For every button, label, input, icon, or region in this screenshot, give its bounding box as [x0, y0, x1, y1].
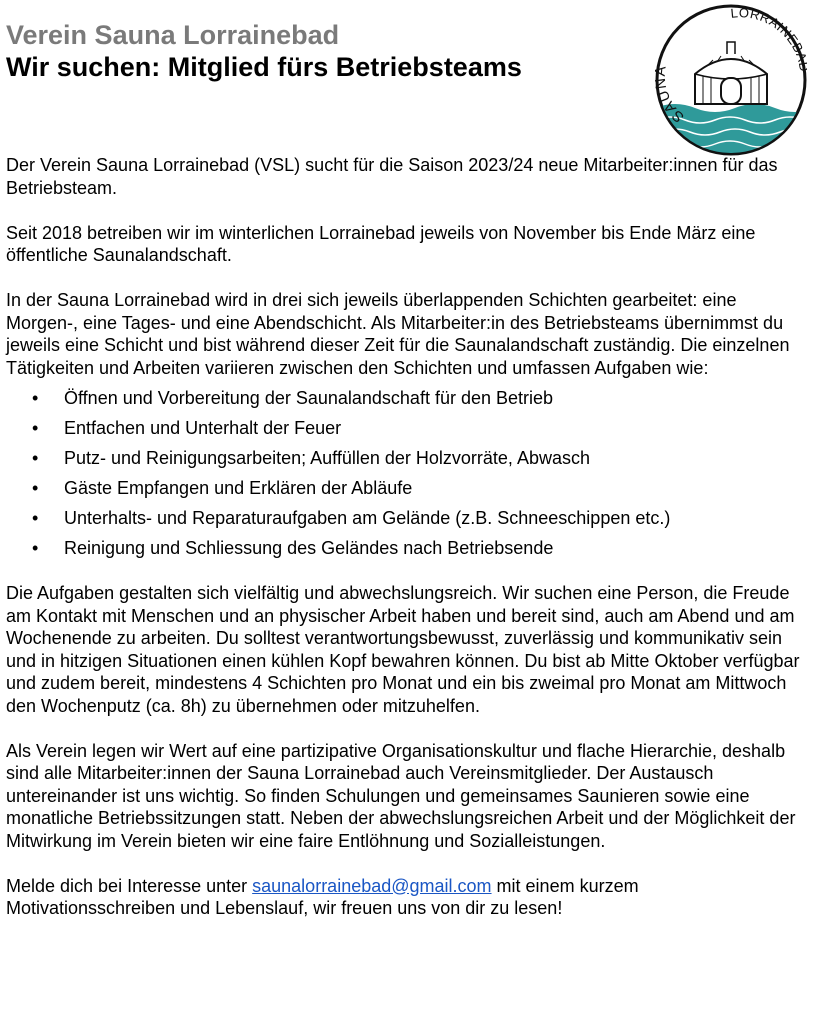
list-item: [6, 447, 806, 477]
task-text: Unterhalts- und Reparaturaufgaben am Gelände (z.B. Schneeschippen etc.): [64, 508, 671, 528]
contact-text-before: Melde dich bei Interesse unter: [6, 875, 253, 896]
bullet-icon: •: [32, 388, 39, 408]
page-title: Wir suchen: Mitglied fürs Betriebsteams: [6, 52, 522, 82]
contact-paragraph: [6, 875, 806, 920]
bullet-icon: •: [32, 538, 39, 558]
org-name: Verein Sauna Lorrainebad: [6, 20, 340, 50]
task-text: Reinigung und Schliessung des Geländes nach Betriebsende: [64, 538, 554, 558]
logo-text-lorrainebad: LORRAINEB: [729, 5, 807, 56]
intro-paragraph: Der Verein Sauna Lorrainebad (VSL) sucht für die Saison 2023/24 neue Mitarbeiter:innen für das Betriebsteam.: [6, 155, 778, 198]
logo-text-sauna: SAU: [655, 87, 688, 126]
list-item: [6, 387, 806, 417]
culture-paragraph: Als Verein legen wir Wert auf eine partizipative Organisationskultur und flache Hierarchie, deshalb sind alle Mitarbeiter:innen der Sauna Lorrainebad auch Vereinsmitglieder. Der Austausch untereinander ist uns wichtig. So finden Schulungen und gemeinsames Saunieren sowie eine monatliche Betriebssitzungen statt. Neben der abwechslungsreichen Arbeit und der Möglichkeit der Mitwirkung im Verein bieten wir eine faire Entlöhnung und Sozialleistungen.: [6, 740, 796, 851]
list-item: [6, 417, 806, 447]
requirements-paragraph: Die Aufgaben gestalten sich vielfältig und abwechslungsreich. Wir suchen eine Person, die Freude am Kontakt mit Menschen und an physischer Arbeit haben und bereit sind, auch am Abend und am Wochenende zu arbeiten. Du solltest verantwortungsbewusst, zuverlässig und kommunikativ sein und in hitzigen Situationen einen kühlen Kopf bewahren können. Du bist ab Mitte Oktober verfügbar und zudem bereit, mindestens 4 Schichten pro Monat und ein bis zweimal pro Monat am Mittwoch den Wochenputz (ca. 8h) zu übernehmen oder mitzuhelfen.: [6, 583, 800, 716]
list-item: [6, 477, 806, 507]
list-item: [6, 507, 806, 537]
document-body: [6, 154, 806, 920]
bullet-icon: •: [32, 508, 39, 528]
task-text: Putz- und Reinigungsarbeiten; Auffüllen der Holzvorräte, Abwasch: [64, 448, 590, 468]
history-paragraph: Seit 2018 betreiben wir im winterlichen Lorrainebad jeweils von November bis Ende März eine öffentliche Saunalandschaft.: [6, 222, 756, 265]
shifts-paragraph: In der Sauna Lorrainebad wird in drei sich jeweils überlappenden Schichten gearbeitet: eine Morgen-, eine Tages- und eine Abendschicht. Als Mitarbeiter:in des Betriebsteams übernimmst du jeweils eine Schicht und bist während dieser Zeit für die Saunalandschaft zuständig. Die einzelnen Tätigkeiten und Arbeiten variieren zwischen den Schichten und umfassen Aufgaben wie:: [6, 290, 790, 378]
contact-text-after: mit einem kurzem Motivationsschreiben und Lebenslauf, wir freuen uns von dir zu lesen!: [6, 875, 639, 918]
task-text: Öffnen und Vorbereitung der Saunalandschaft für den Betrieb: [64, 388, 554, 408]
bullet-icon: •: [32, 418, 39, 438]
bullet-icon: •: [32, 478, 39, 498]
list-item: [6, 537, 806, 567]
task-text: Gäste Empfangen und Erklären der Abläufe: [64, 478, 413, 498]
email-link[interactable]: saunalorrainebad@gmail.com: [252, 875, 492, 896]
bullet-icon: •: [32, 448, 39, 468]
task-text: Entfachen und Unterhalt der Feuer: [64, 418, 342, 438]
sauna-yurt-logo-icon: [655, 4, 807, 156]
task-list: [6, 387, 806, 567]
